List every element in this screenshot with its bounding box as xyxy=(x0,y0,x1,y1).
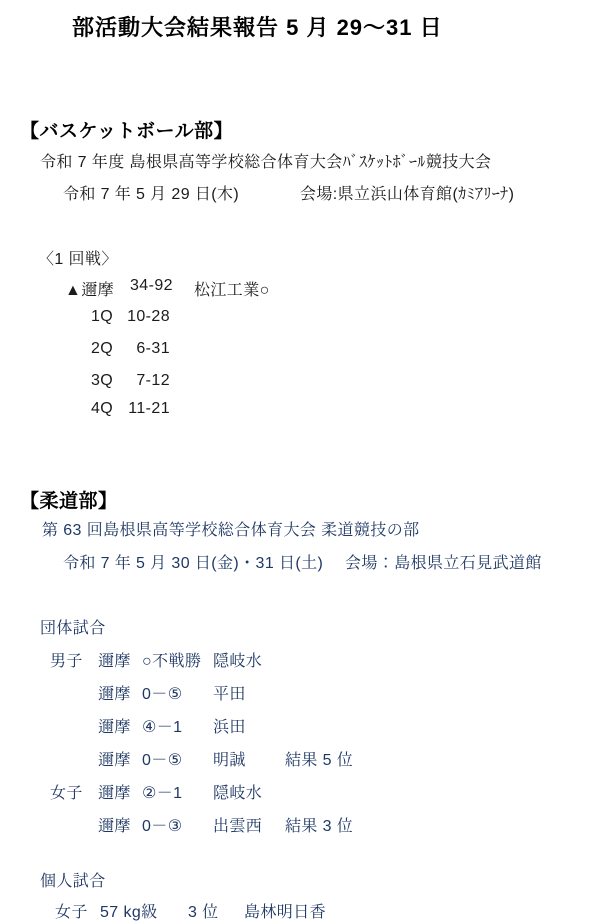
match-score: ○不戦勝 xyxy=(142,653,202,670)
match-opponent: 出雲西 xyxy=(213,818,263,835)
judo-team-match-row xyxy=(50,714,285,737)
quarter-row xyxy=(91,372,170,390)
match-gender xyxy=(50,714,98,737)
match-result xyxy=(272,780,285,803)
judo-individual-result-row xyxy=(55,899,326,922)
match-score: 0－⑤ xyxy=(142,686,183,703)
match-gender xyxy=(50,681,98,704)
quarter-label: 4Q xyxy=(91,400,114,417)
quarter-row xyxy=(91,400,170,418)
match-score: ②－1 xyxy=(142,785,183,802)
match-opponent: 平田 xyxy=(213,686,246,703)
match-team: 邇摩 xyxy=(98,719,131,736)
match-gender: 男子 xyxy=(50,653,83,670)
match-score: 0－③ xyxy=(142,818,183,835)
judo-team-section-label: 団体試合 xyxy=(40,620,106,637)
quarter-score: 11-21 xyxy=(128,400,170,417)
match-opponent: 浜田 xyxy=(213,719,246,736)
judo-tournament-name: 第 63 回島根県高等学校総合体育大会 柔道競技の部 xyxy=(42,522,420,539)
quarter-row xyxy=(91,308,170,326)
judo-team-match-row xyxy=(50,747,353,770)
judo-section-header: 【柔道部】 xyxy=(20,491,118,512)
match-score: 0－⑤ xyxy=(142,752,183,769)
basketball-losing-team: ▲邇摩 xyxy=(65,282,115,299)
match-result: 結果 3 位 xyxy=(285,818,354,835)
basketball-date: 令和 7 年 5 月 29 日(木) xyxy=(63,186,240,203)
judo-date: 令和 7 年 5 月 30 日(金)・31 日(土) xyxy=(63,555,324,572)
match-result xyxy=(272,714,285,737)
judo-team-match-row xyxy=(50,813,353,836)
individual-rank: 3 位 xyxy=(188,904,219,921)
page-title: 部活動大会結果報告 5 月 29～31 日 xyxy=(72,15,443,40)
judo-team-match-row xyxy=(50,648,285,671)
quarter-label: 2Q xyxy=(91,340,114,357)
basketball-winning-team: 松江工業○ xyxy=(194,282,270,299)
match-team: 邇摩 xyxy=(98,785,131,802)
basketball-venue: 会場:県立浜山体育館(ｶﾐｱﾘｰﾅ) xyxy=(300,186,515,203)
quarter-score: 7-12 xyxy=(136,372,170,389)
match-opponent: 明誠 xyxy=(213,752,246,769)
judo-team-match-row xyxy=(50,681,285,704)
match-result xyxy=(272,681,285,704)
individual-weight-class: 57 kg級 xyxy=(100,904,158,921)
basketball-section-header: 【バスケットボール部】 xyxy=(20,121,234,142)
judo-team-match-row xyxy=(50,780,285,803)
basketball-round-label: 〈1 回戦〉 xyxy=(38,251,118,268)
match-gender xyxy=(50,813,98,836)
quarter-score: 10-28 xyxy=(127,308,170,325)
match-team: 邇摩 xyxy=(98,686,131,703)
match-team: 邇摩 xyxy=(98,653,131,670)
quarter-label: 1Q xyxy=(91,308,114,325)
quarter-label: 3Q xyxy=(91,372,114,389)
basketball-tournament-name: 令和 7 年度 島根県高等学校総合体育大会ﾊﾞｽｹｯﾄﾎﾞｰﾙ競技大会 xyxy=(40,154,492,171)
individual-gender: 女子 xyxy=(55,904,88,921)
match-result xyxy=(272,648,285,671)
match-opponent: 隠岐水 xyxy=(213,785,263,802)
judo-individual-section-label: 個人試合 xyxy=(40,873,106,890)
individual-athlete-name: 島林明日香 xyxy=(244,904,327,921)
match-gender xyxy=(50,747,98,770)
match-gender: 女子 xyxy=(50,785,83,802)
quarter-score: 6-31 xyxy=(136,340,170,357)
judo-venue: 会場：島根県立石見武道館 xyxy=(345,555,542,572)
quarter-row xyxy=(91,340,170,358)
match-result: 結果 5 位 xyxy=(285,752,354,769)
match-team: 邇摩 xyxy=(98,818,131,835)
basketball-final-score: 34-92 xyxy=(130,277,173,294)
basketball-match-result xyxy=(65,277,270,300)
match-team: 邇摩 xyxy=(98,752,131,769)
match-opponent: 隠岐水 xyxy=(213,653,263,670)
match-score: ④－1 xyxy=(142,719,183,736)
